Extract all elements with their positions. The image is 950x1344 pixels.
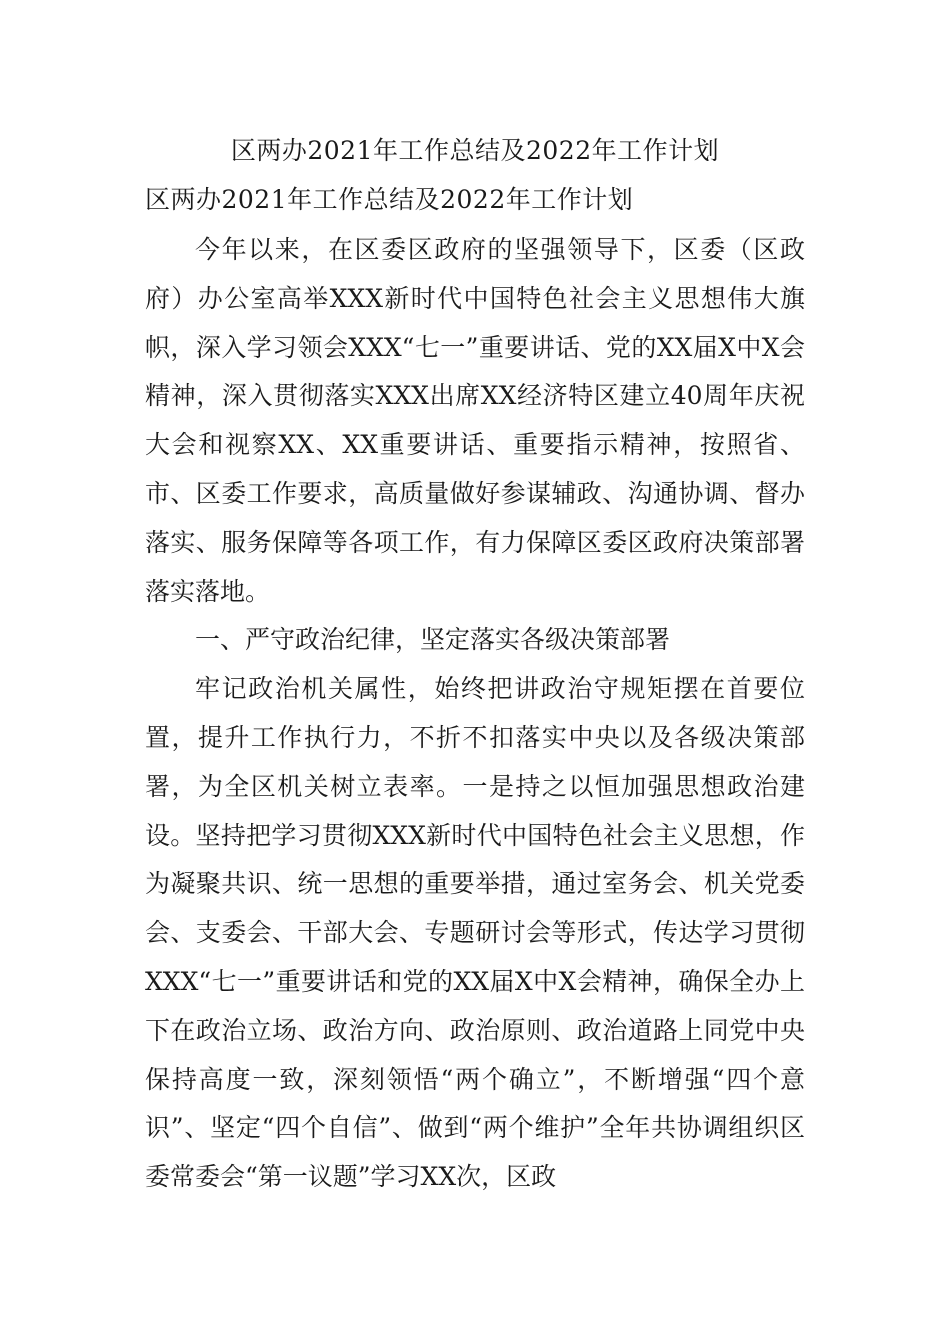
section-1-paragraph: 牢记政治机关属性，始终把讲政治守规矩摆在首要位置，提升工作执行力，不折不扣落实中央以及各级决策部署，为全区机关树立表率。一是持之以恒加强思想政治建设。坚持把学习贯彻XXX新时代中国特色社会主义思想，作为凝聚共识、统一思想的重要举措，通过室务会、机关党委会、支委会、干部大会、专题研讨会等形式，传达学习贯彻XXX“七一”重要讲话和党的XX届X中X会精神，确保全办上下在政治立场、政治方向、政治原则、政治道路上同党中央保持高度一致，深刻领悟“两个确立”，不断增强“四个意识”、坚定“四个自信”、做到“两个维护”全年共协调组织区委常委会“第一议题”学习XX次，区政 [145, 674, 805, 1192]
section-heading-1: 一、严守政治纪律，坚定落实各级决策部署 [195, 625, 671, 655]
document-body [145, 226, 805, 1202]
document-subtitle: 区两办2021年工作总结及2022年工作计划 [145, 185, 634, 214]
intro-paragraph: 今年以来，在区委区政府的坚强领导下，区委（区政府）办公室高举XXX新时代中国特色社会主义思想伟大旗帜，深入学习领会XXX“七一”重要讲话、党的XX届X中X会精神，深入贯彻落实XXX出席XX经济特区建立40周年庆祝大会和视察XX、XX重要讲话、重要指示精神，按照省、市、区委工作要求，高质量做好参谋辅政、沟通协调、督办落实、服务保障等各项工作，有力保障区委区政府决策部署落实落地。 [145, 235, 805, 606]
document-title: 区两办2021年工作总结及2022年工作计划 [230, 136, 720, 165]
